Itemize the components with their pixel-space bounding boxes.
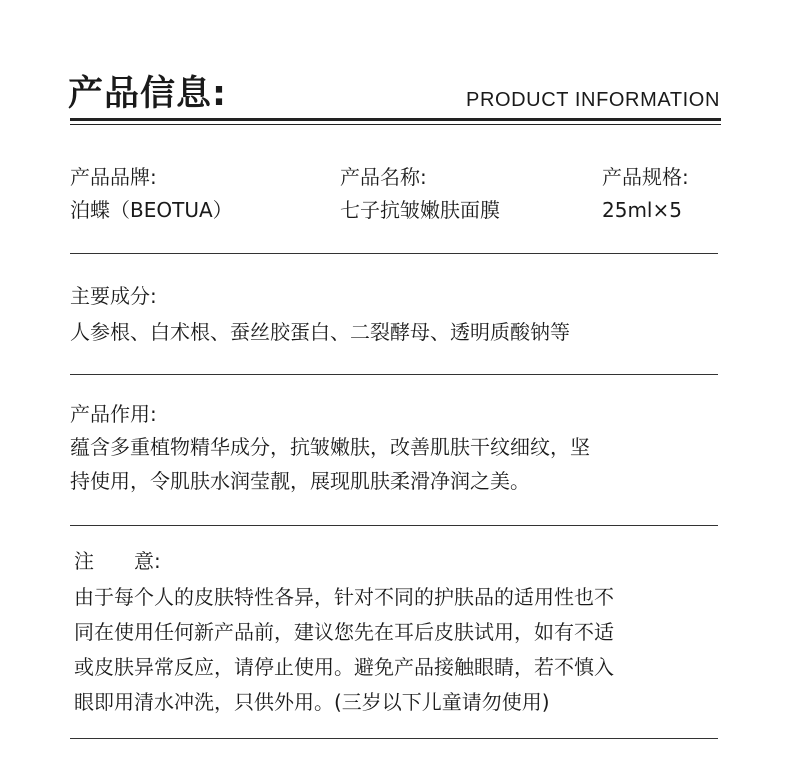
- page-title: 产品信息:: [68, 74, 227, 114]
- product-name-value: 七子抗皱嫩肤面膜: [340, 198, 500, 222]
- ingredients-value: 人参根、白术根、蚕丝胶蛋白、二裂酵母、透明质酸钠等: [70, 320, 570, 344]
- notice-line: 同在使用任何新产品前，建议您先在耳后皮肤试用，如有不适: [74, 620, 614, 644]
- effect-line: 持使用，令肌肤水润莹靓，展现肌肤柔滑净润之美。: [70, 469, 530, 493]
- header-divider-thin: [70, 124, 721, 125]
- spec-label: 产品规格:: [602, 165, 689, 189]
- spec-value: 25ml×5: [602, 198, 682, 222]
- notice-line: 眼即用清水冲洗，只供外用。(三岁以下儿童请勿使用): [74, 690, 550, 714]
- section-divider: [70, 525, 718, 526]
- brand-value: 泊蝶（BEOTUA）: [70, 198, 233, 222]
- effect-label: 产品作用:: [70, 402, 157, 426]
- section-divider: [70, 253, 718, 254]
- page-subtitle: PRODUCT INFORMATION: [466, 89, 720, 111]
- header-divider-thick: [70, 118, 721, 121]
- product-name-label: 产品名称:: [340, 165, 427, 189]
- notice-line: 由于每个人的皮肤特性各异，针对不同的护肤品的适用性也不: [74, 585, 614, 609]
- section-divider: [70, 738, 718, 739]
- ingredients-label: 主要成分:: [70, 284, 157, 308]
- brand-label: 产品品牌:: [70, 165, 157, 189]
- notice-label: 注 意:: [74, 549, 161, 573]
- effect-line: 蕴含多重植物精华成分，抗皱嫩肤，改善肌肤干纹细纹，坚: [70, 435, 590, 459]
- section-divider: [70, 374, 718, 375]
- notice-line: 或皮肤异常反应，请停止使用。避免产品接触眼睛，若不慎入: [74, 655, 614, 679]
